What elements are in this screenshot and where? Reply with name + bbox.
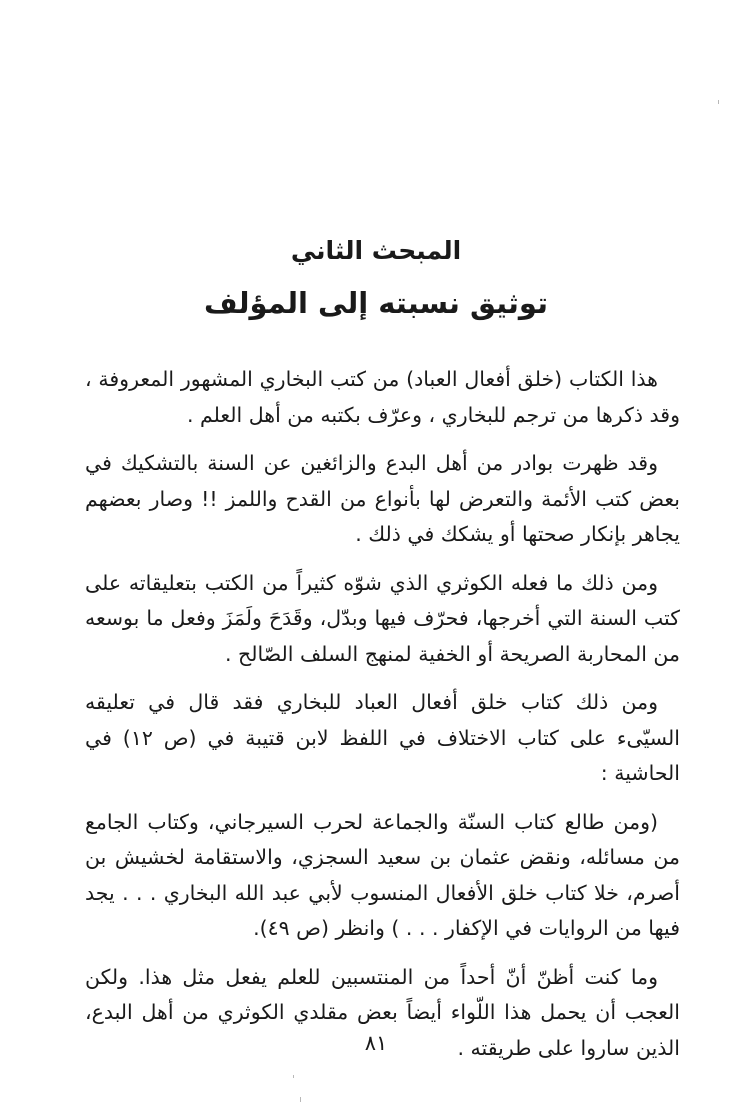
paragraph: ومن ذلك ما فعله الكوثري الذي شوّه كثيراً من الكتب بتعليقاته على كتب السنة التي أخرجها، فحرّف فيها وبدّل، وقَدَحَ ولَمَزَ وفعل ما بوسعه من المحاربة الصريحة أو الخفية لمنهج السلف الصّالح .	[85, 570, 680, 666]
scan-speck	[718, 100, 719, 104]
scan-speck	[300, 1097, 301, 1102]
section-heading: المبحث الثاني	[290, 236, 462, 265]
scan-speck	[293, 1075, 294, 1078]
paragraph: هذا الكتاب (خلق أفعال العباد) من كتب البخاري المشهور المعروفة ، وقد ذكرها من ترجم للبخاري ، وعرّف بكتبه من أهل العلم .	[85, 367, 680, 427]
paragraph: (ومن طالع كتاب السنّة والجماعة لحرب السيرجاني، وكتاب الجامع من مسائله، ونقض عثمان بن سعيد السجزي، والاستقامة لخشيش بن أصرم، خلا كتاب خلق الأفعال المنسوب لأبي عبد الله البخاري . . . يجد فيها من الروايات في الإكفار . . . ) وانظر (ص ٤٩).	[85, 809, 680, 940]
paragraph: وقد ظهرت بوادر من أهل البدع والزائغين عن السنة بالتشكيك في بعض كتب الأئمة والتعرض لها بأنواع من القدح واللمز !! وصار بعضهم يجاهر بإنكار صحتها أو يشكك في ذلك .	[85, 451, 680, 546]
body-text	[85, 362, 680, 1079]
chapter-title: توثيق نسبته إلى المؤلف	[204, 286, 548, 320]
page-number: ٨١	[364, 1031, 388, 1055]
paragraph: ومن ذلك كتاب خلق أفعال العباد للبخاري فقد قال في تعليقه السيّىء على كتاب الاختلاف في اللفظ لابن قتيبة في (ص ١٢) في الحاشية :	[85, 690, 680, 785]
paragraph: وما كنت أظنّ أنّ أحداً من المنتسبين للعلم يفعل مثل هذا. ولكن العجب أن يحمل هذا اللّواء أيضاً بعض مقلدي الكوثري من أهل البدع، الذين ساروا على طريقته .	[85, 964, 680, 1060]
